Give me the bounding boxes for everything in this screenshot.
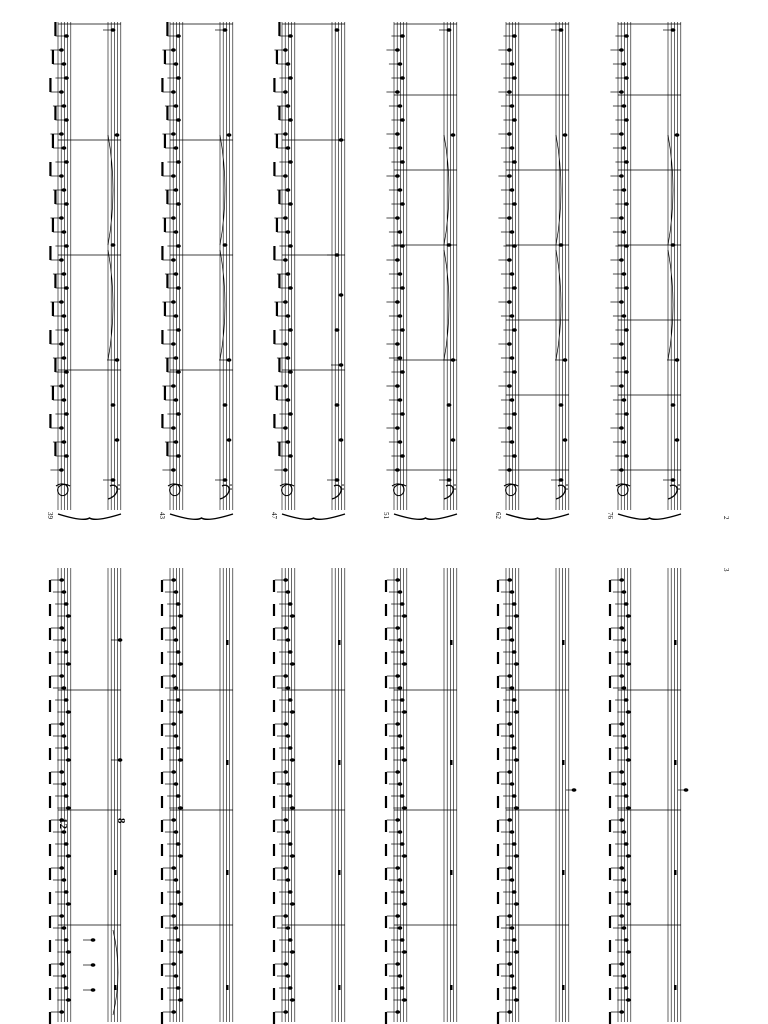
tie-slur bbox=[668, 135, 673, 245]
clef-dot bbox=[566, 484, 568, 486]
page-number-3: 3 bbox=[722, 568, 730, 572]
rest-symbol bbox=[114, 985, 117, 990]
note-head bbox=[339, 438, 344, 442]
system-brace bbox=[618, 514, 681, 519]
measure-number-43: 43 bbox=[158, 512, 166, 519]
rest-symbol bbox=[114, 870, 117, 875]
tie-slur bbox=[220, 135, 225, 245]
bass-staff bbox=[108, 22, 121, 510]
grand-staff-system bbox=[50, 22, 121, 519]
note-head bbox=[559, 243, 564, 247]
system-brace bbox=[282, 514, 345, 519]
clef-dot bbox=[118, 484, 120, 486]
treble-staff bbox=[58, 22, 71, 510]
treble-staff bbox=[282, 22, 295, 510]
treble-staff bbox=[170, 22, 183, 510]
bass-clef-icon bbox=[668, 485, 677, 499]
bass-staff bbox=[444, 568, 457, 1022]
bass-staff bbox=[108, 568, 121, 1022]
rest-symbol bbox=[562, 985, 565, 990]
note-head bbox=[563, 133, 568, 137]
measure-number-39: 39 bbox=[46, 512, 54, 519]
clef-dot bbox=[566, 488, 568, 490]
bass-staff bbox=[220, 22, 233, 510]
clef-dot bbox=[454, 488, 456, 490]
bass-clef-icon bbox=[444, 485, 453, 499]
grand-staff-system bbox=[50, 568, 122, 1024]
note-head bbox=[335, 328, 340, 332]
grand-staff-system bbox=[610, 568, 688, 1024]
note-head bbox=[563, 438, 568, 442]
clef-dot bbox=[454, 484, 456, 486]
grand-staff-system bbox=[386, 22, 457, 519]
tie-slur bbox=[556, 250, 561, 360]
rest-symbol bbox=[674, 760, 677, 765]
clef-dot bbox=[230, 484, 232, 486]
note-head bbox=[115, 133, 120, 137]
lower-page-systems bbox=[50, 568, 688, 1024]
tie-slur bbox=[220, 250, 225, 360]
note-head bbox=[223, 403, 228, 407]
bass-staff bbox=[332, 568, 345, 1022]
rest-symbol bbox=[562, 640, 565, 645]
grand-staff-system bbox=[162, 22, 233, 519]
note-head bbox=[227, 438, 232, 442]
note-head bbox=[227, 133, 232, 137]
note-head bbox=[111, 403, 116, 407]
note-head bbox=[451, 133, 456, 137]
rest-symbol bbox=[338, 640, 341, 645]
clef-dot bbox=[678, 488, 680, 490]
bass-clef-icon bbox=[332, 485, 341, 499]
page-number-2: 2 bbox=[722, 516, 730, 520]
tie-slur bbox=[556, 135, 561, 245]
tie-slur bbox=[444, 135, 449, 245]
upper-page-systems bbox=[50, 22, 681, 519]
grand-staff-system bbox=[610, 22, 681, 519]
system-brace bbox=[170, 514, 233, 519]
note-head bbox=[675, 438, 680, 442]
rest-symbol bbox=[450, 640, 453, 645]
tie-slur bbox=[444, 250, 449, 360]
tie-slur bbox=[113, 930, 118, 1015]
note-head bbox=[115, 438, 120, 442]
note-head bbox=[335, 403, 340, 407]
rest-symbol bbox=[226, 760, 229, 765]
system-brace bbox=[506, 514, 569, 519]
note-head bbox=[447, 403, 452, 407]
rest-symbol bbox=[562, 870, 565, 875]
bass-clef-icon bbox=[220, 485, 229, 499]
note-head bbox=[111, 243, 116, 247]
note-head bbox=[671, 403, 676, 407]
system-brace bbox=[394, 514, 457, 519]
system-brace bbox=[58, 514, 121, 519]
note-head bbox=[223, 243, 228, 247]
bass-staff bbox=[556, 568, 569, 1022]
note-head bbox=[447, 243, 452, 247]
grand-staff-system bbox=[498, 568, 576, 1024]
note-head bbox=[339, 138, 344, 142]
clef-dot bbox=[342, 488, 344, 490]
rest-symbol bbox=[338, 760, 341, 765]
rest-symbol bbox=[226, 985, 229, 990]
measure-number-51: 51 bbox=[382, 512, 390, 519]
note-head bbox=[675, 133, 680, 137]
bass-staff bbox=[332, 22, 345, 510]
rest-symbol bbox=[674, 640, 677, 645]
rest-symbol bbox=[674, 870, 677, 875]
clef-dot bbox=[230, 488, 232, 490]
note-head bbox=[339, 293, 344, 297]
tie-slur bbox=[108, 135, 113, 245]
rest-symbol bbox=[226, 640, 229, 645]
rest-symbol bbox=[450, 985, 453, 990]
bass-clef-icon bbox=[108, 485, 117, 499]
rest-symbol bbox=[338, 985, 341, 990]
clef-dot bbox=[342, 484, 344, 486]
rest-symbol bbox=[226, 870, 229, 875]
grand-staff-system bbox=[386, 568, 457, 1024]
bass-staff bbox=[668, 568, 681, 1022]
bass-clef-icon bbox=[556, 485, 565, 499]
note-head bbox=[559, 403, 564, 407]
note-head bbox=[671, 243, 676, 247]
grand-staff-system bbox=[162, 568, 233, 1024]
time-signature-top: 12 bbox=[57, 818, 69, 829]
rest-symbol bbox=[562, 760, 565, 765]
measure-number-62: 62 bbox=[494, 512, 502, 519]
measure-number-47: 47 bbox=[270, 512, 278, 519]
note-head bbox=[451, 438, 456, 442]
bass-staff bbox=[220, 568, 233, 1022]
grand-staff-system bbox=[274, 568, 345, 1024]
rest-symbol bbox=[450, 870, 453, 875]
tie-slur bbox=[108, 250, 113, 360]
measure-number-76: 76 bbox=[606, 512, 614, 519]
note-head bbox=[335, 28, 340, 32]
clef-dot bbox=[678, 484, 680, 486]
grand-staff-system bbox=[274, 22, 345, 519]
rest-symbol bbox=[338, 870, 341, 875]
tie-slur bbox=[668, 250, 673, 360]
time-signature-bottom: 8 bbox=[115, 818, 127, 824]
clef-dot bbox=[118, 488, 120, 490]
rest-symbol bbox=[450, 760, 453, 765]
grand-staff-system bbox=[498, 22, 569, 519]
rest-symbol bbox=[674, 985, 677, 990]
